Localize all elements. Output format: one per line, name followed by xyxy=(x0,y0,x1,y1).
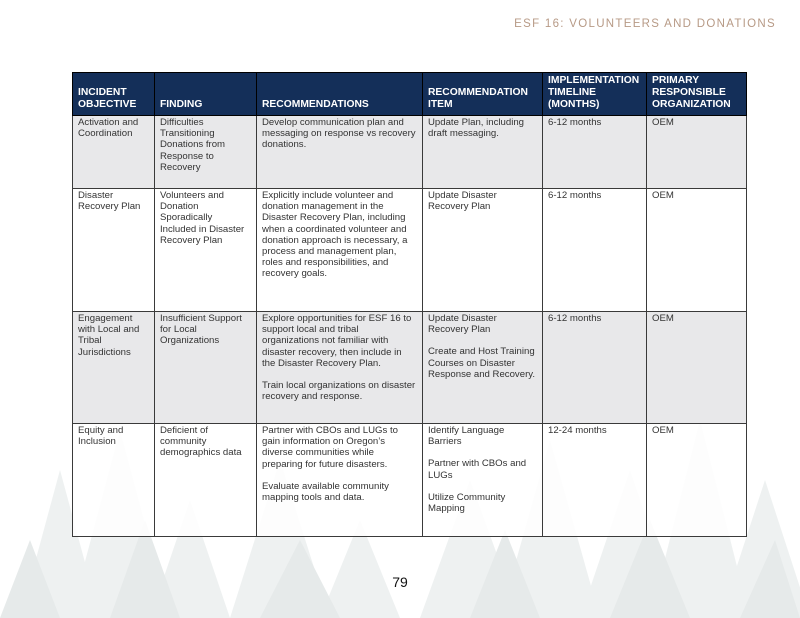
column-header-primary-organization: PRIMARY RESPONSIBLE ORGANIZATION xyxy=(647,73,747,116)
recommendation-item-text: Partner with CBOs and LUGs xyxy=(428,458,527,481)
recommendations-cell xyxy=(257,116,423,189)
objective-cell: Engagement with Local and Tribal Jurisdictions xyxy=(73,312,155,424)
recommendation-item-text: Update Disaster Recovery Plan xyxy=(428,313,497,336)
organization-cell: OEM xyxy=(647,424,747,537)
table-row xyxy=(73,116,747,189)
organization-cell: OEM xyxy=(647,189,747,312)
objective-cell: Equity and Inclusion xyxy=(73,424,155,537)
recommendation-text: Explore opportunities for ESF 16 to support local and tribal organizations not familiar with disaster recovery, then include in the Disaster Recovery Plan. xyxy=(262,313,412,369)
objective-cell: Disaster Recovery Plan xyxy=(73,189,155,312)
finding-cell: Deficient of community demographics data xyxy=(155,424,257,537)
objective-cell: Activation and Coordination xyxy=(73,116,155,189)
recommendation-text: Develop communication plan and messaging on response vs recovery donations. xyxy=(262,117,416,151)
column-header-recommendations: RECOMMENDATIONS xyxy=(257,73,423,116)
page-number: 79 xyxy=(392,574,408,590)
recommendation-item-cell xyxy=(423,312,543,424)
table-row xyxy=(73,424,747,537)
column-header-incident-objective: INCIDENT OBJECTIVE xyxy=(73,73,155,116)
recommendation-item-cell xyxy=(423,116,543,189)
recommendation-item-text: Update Disaster Recovery Plan xyxy=(428,190,497,213)
finding-cell: Insufficient Support for Local Organizations xyxy=(155,312,257,424)
recommendation-item-text: Utilize Community Mapping xyxy=(428,491,506,515)
column-header-implementation-timeline: IMPLEMENTATION TIMELINE (MONTHS) xyxy=(543,73,647,116)
timeline-cell: 6-12 months xyxy=(543,312,647,424)
organization-cell: OEM xyxy=(647,116,747,189)
recommendation-text: Train local organizations on disaster recovery and response. xyxy=(262,380,416,403)
table-row xyxy=(73,189,747,312)
recommendation-item-cell xyxy=(423,424,543,537)
timeline-cell: 6-12 months xyxy=(543,189,647,312)
recommendations-cell xyxy=(257,424,423,537)
recommendation-item-text: Update Plan, including draft messaging. xyxy=(428,117,525,140)
timeline-cell: 6-12 months xyxy=(543,116,647,189)
finding-cell: Difficulties Transitioning Donations from Response to Recovery xyxy=(155,116,257,189)
table-row xyxy=(73,312,747,424)
recommendation-item-cell xyxy=(423,189,543,312)
recommendation-item-text: Identify Language Barriers xyxy=(428,425,505,448)
recommendations-cell xyxy=(257,312,423,424)
recommendations-cell xyxy=(257,189,423,312)
recommendation-text: Evaluate available community mapping tools and data. xyxy=(262,480,389,504)
timeline-cell: 12-24 months xyxy=(543,424,647,537)
findings-table xyxy=(72,72,747,537)
recommendation-item-text: Create and Host Training Courses on Disaster Response and Recovery. xyxy=(428,346,536,380)
recommendation-text: Explicitly include volunteer and donation management in the Disaster Recovery Plan, including when a coordinated volunteer and donation approach is necessary, a process and management plan, roles and responsibilities, and recovery goals. xyxy=(262,190,408,280)
table-header-row xyxy=(73,73,747,116)
organization-cell: OEM xyxy=(647,312,747,424)
column-header-finding: FINDING xyxy=(155,73,257,116)
column-header-recommendation-item: RECOMMENDATION ITEM xyxy=(423,73,543,116)
finding-cell: Volunteers and Donation Sporadically Included in Disaster Recovery Plan xyxy=(155,189,257,312)
running-header-title: ESF 16: VOLUNTEERS AND DONATIONS xyxy=(514,18,776,30)
recommendation-text: Partner with CBOs and LUGs to gain information on Oregon’s diverse communities while preparing for future disasters. xyxy=(262,425,398,470)
